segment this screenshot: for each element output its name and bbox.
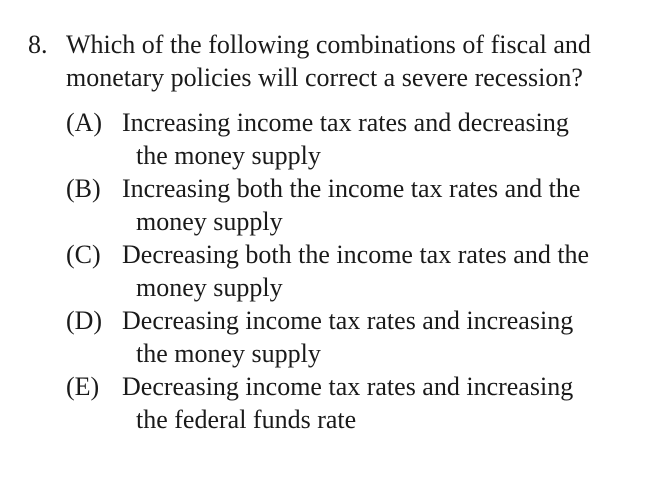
choice-text-line-1: Increasing both the income tax rates and the <box>122 174 581 203</box>
choice-c[interactable] <box>0 238 654 304</box>
choice-letter: (A) <box>66 108 103 137</box>
choice-text-line-2: the federal funds rate <box>136 405 357 434</box>
choice-text-line-1: Increasing income tax rates and decreasing <box>122 108 569 137</box>
choice-text-line-2: money supply <box>136 207 283 236</box>
choice-letter: (E) <box>66 372 100 401</box>
choice-b[interactable] <box>0 172 654 238</box>
choice-letter: (C) <box>66 240 101 269</box>
question-block <box>0 28 654 94</box>
choice-text-line-1: Decreasing income tax rates and increasing <box>122 306 574 335</box>
question-stem: Which of the following combinations of fiscal and monetary policies will correct a severe recession? <box>66 30 591 92</box>
choice-text-line-2: the money supply <box>136 339 321 368</box>
choice-e[interactable] <box>0 370 654 436</box>
choice-text-line-2: the money supply <box>136 141 321 170</box>
choice-text-line-2: money supply <box>136 273 283 302</box>
choice-text-line-1: Decreasing both the income tax rates and the <box>122 240 590 269</box>
choice-a[interactable] <box>0 106 654 172</box>
choice-letter: (B) <box>66 174 101 203</box>
choice-d[interactable] <box>0 304 654 370</box>
choice-letter: (D) <box>66 306 103 335</box>
answer-choices <box>0 106 654 436</box>
question-number: 8. <box>28 30 48 59</box>
choice-text-line-1: Decreasing income tax rates and increasing <box>122 372 574 401</box>
